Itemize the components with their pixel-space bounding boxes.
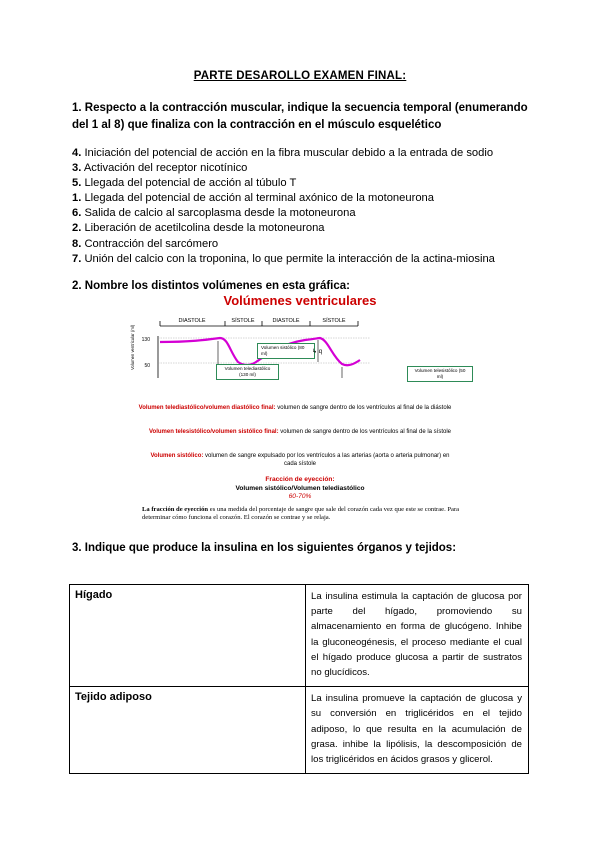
phase-label: SÍSTOLE	[231, 318, 255, 324]
phase-label: DIASTOLE	[178, 318, 206, 324]
organ-cell: Tejido adiposo	[70, 687, 306, 774]
sequence-list	[72, 146, 495, 267]
figure-footer-note: La fracción de eyección es una medida del porcentaje de sangre que sale del corazón cada vez que este se contrae. Para determinar cómo funciona el corazón. El corazón se contrae y se relaja.	[142, 506, 460, 522]
list-item: 2. Liberación de acetilcolina desde la motoneurona	[72, 222, 325, 235]
box-end-diastolic-volume: Volumen telediastólico (130 ml)	[216, 364, 279, 380]
list-item: 6. Salida de calcio al sarcoplasma desde la motoneurona	[72, 207, 356, 220]
definition-esv: Volumen telesistólico/volumen sistólico final: volumen de sangre dentro de los ventrículos al final de la sístole	[148, 429, 452, 435]
list-item: 5. Llegada del potencial de acción al túbulo T	[72, 177, 297, 190]
effect-cell: La insulina promueve la captación de glucosa y su conversión en triglicéridos en el tejido adiposo, lo que resulta en la acumulación de grasa. inhibe la lipólisis, la descomposición de los triglicéridos en ácidos grasos y glicerol.	[306, 687, 529, 774]
list-item: 8. Contracción del sarcómero	[72, 237, 219, 250]
table-row	[70, 585, 529, 687]
question-3: 3. Indique que produce la insulina en los siguientes órganos y tejidos:	[72, 542, 457, 554]
ejection-fraction: Fracción de eyección: Volumen sistólico/Volumen telediastólico 60-70%	[235, 476, 365, 500]
list-item: 1. Llegada del potencial de acción al terminal axónico de la motoneurona	[72, 192, 434, 205]
axis-label: Volumen ventricular (ml)	[130, 324, 135, 370]
tick-label: 130	[141, 337, 150, 343]
table-row	[70, 687, 529, 774]
definition-stroke-volume: Volumen sistólico: volumen de sangre expulsado por los ventrículos a las arterias (aorta o arteria pulmonar) en cada sístole	[150, 453, 450, 467]
phase-label: SÍSTOLE	[322, 318, 346, 324]
box-systolic-volume: Volumen sistólico (80 ml)	[257, 343, 315, 359]
page-title: PARTE DESAROLLO EXAMEN FINAL:	[193, 70, 407, 82]
tick-label: 50	[144, 363, 150, 369]
list-item: 3. Activación del receptor nicotínico	[72, 162, 248, 175]
question-2: 2. Nombre los distintos volúmenes en esta gráfica:	[72, 280, 350, 292]
list-item: 7. Unión del calcio con la troponina, lo que permite la interacción de la actina-miosina	[72, 252, 495, 265]
organ-cell: Hígado	[70, 585, 306, 687]
ventricular-volumes-figure	[120, 288, 480, 530]
handwritten-mark: ↳ q	[312, 349, 323, 355]
box-end-systolic-volume: Volumen telesistólico (50 ml)	[407, 366, 473, 382]
phase-label: DIASTOLE	[272, 318, 300, 324]
effect-cell: La insulina estimula la captación de glucosa por parte del hígado, promoviendo su almacenamiento en forma de glucógeno. Inhibe la gluconeogénesis, el proceso mediante el cual el hígado produce glucosa a partir de sustratos no glucídicos.	[306, 585, 529, 687]
insulin-effects-table	[69, 584, 529, 774]
definition-edv: Volumen telediastólico/volumen diastólico final: volumen de sangre dentro de los ventrículos al final de la diástole	[138, 405, 452, 411]
question-1: 1. Respecto a la contracción muscular, indique la secuencia temporal (enumerando del 1 al 8) que finaliza con la contracción en el músculo esquelético	[72, 102, 528, 131]
figure-heading: Volúmenes ventriculares	[223, 293, 377, 308]
list-item: 4. Iniciación del potencial de acción en la fibra muscular debido a la entrada de sodio	[72, 147, 494, 159]
